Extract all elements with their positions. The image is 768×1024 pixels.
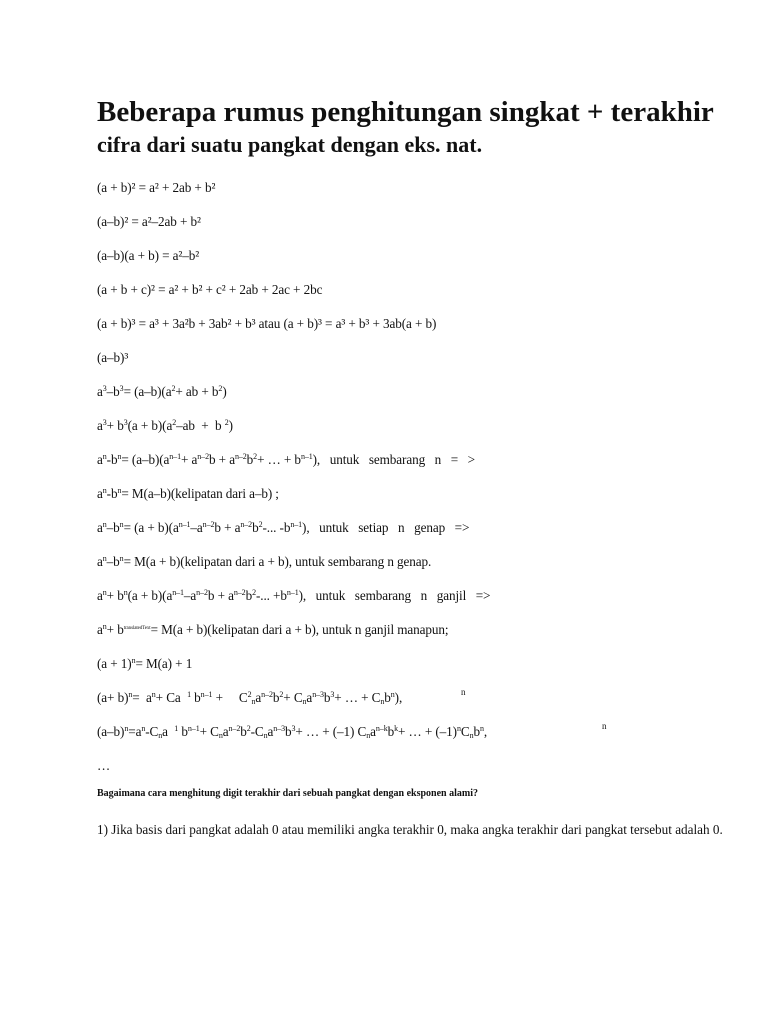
section-question: Bagaimana cara menghitung digit terakhir dari sebuah pangkat dengan eksponen alami? bbox=[97, 788, 478, 799]
stray-superscript: n bbox=[602, 721, 607, 731]
formula-square-sum: (a + b)² = a² + 2ab + b² bbox=[97, 180, 216, 195]
formula-sum-of-cubes: $a^3+ b^3(a + b)(a^2-ab + b$ $^2$) bbox=[97, 418, 233, 433]
page-subtitle: cifra dari suatu pangkat dengan eks. nat. bbox=[97, 132, 483, 157]
formula-power-difference-even-multiple: $a^n-b^n= M(a$ + b)(kelipatan dari a + b), untuk sembarang n genap. bbox=[97, 554, 432, 569]
stray-superscript: n bbox=[461, 687, 466, 697]
rule-paragraph: 1) Jika basis dari pangkat adalah 0 atau memiliki angka terakhir 0, maka angka terakhir dari pangkat tersebut adalah 0. bbox=[97, 822, 723, 837]
formula-power-difference-even: $a^n-b^n= (a + b)(a^{n-1}-a^{n-2}b + a^{n-2}b^2-$... $-b^{n-1}$), untuk setiap n genap => bbox=[97, 520, 470, 535]
formula-power-difference: $a^n-b^n= (a-b)(a^{n-1}+ a^{n-2}b + a^{n-2}b^2+$ … + $b^{n-1}$), untuk sembarang n = > bbox=[97, 452, 476, 467]
formula-cube-difference: (a–b)³ bbox=[97, 350, 129, 365]
formula-trinomial-square: (a + b + c)² = a² + b² + c² + 2ab + 2ac + 2bc bbox=[97, 282, 323, 297]
formula-binomial-sum: $(a+ b)^n= a^n+ Ca$ $^1$ $b^{n-1}$ + $C^2_na^{n-2}b^2+ C_na^{n-3}b^3+$ … + $C_nb^n$), bbox=[97, 690, 403, 706]
ellipsis: … bbox=[97, 758, 111, 773]
formula-power-difference-multiple: $a^n-b^n=$ M(a–b)(kelipatan dari a–b) ; bbox=[97, 486, 279, 501]
formula-power-sum-odd: $a^n+ b^n(a + b)(a^{n-1}-a^{n-2}b + a^{n-2}b^2-$... $+b^{n-1}$), untuk sembarang n ganjil => bbox=[97, 588, 491, 603]
formula-power-sum-odd-multiple: $a^n+ b^{translatedText}= M(a$ + b)(kelipatan dari a + b), untuk n ganjil manapun; bbox=[97, 622, 449, 637]
formula-difference-of-cubes: $a^3-b^3= (a-b)(a^2+$ ab + $b^2$) bbox=[97, 384, 227, 399]
formula-square-difference: (a–b)² = a²–2ab + b² bbox=[97, 214, 201, 229]
formula-cube-sum: (a + b)³ = a³ + 3a²b + 3ab² + b³ atau (a + b)³ = a³ + b³ + 3ab(a + b) bbox=[97, 316, 437, 331]
formula-difference-of-squares: (a–b)(a + b) = a²–b² bbox=[97, 248, 200, 263]
formula-binomial-difference: $(a-b)^n=a^n-C_na$ $^1$ $b^{n-1}+ C_na^{n-2}b^2-C_na^{n-3}b^3+$ … + (–1) $C_na^{n-k}b^k+$ … + $(-1)^nC_nb^n$, bbox=[97, 724, 488, 740]
page-title: Beberapa rumus penghitungan singkat + terakhir bbox=[97, 96, 714, 128]
formula-power-plus-one: $(a + 1)^n= M(a) + 1$ bbox=[97, 656, 193, 671]
